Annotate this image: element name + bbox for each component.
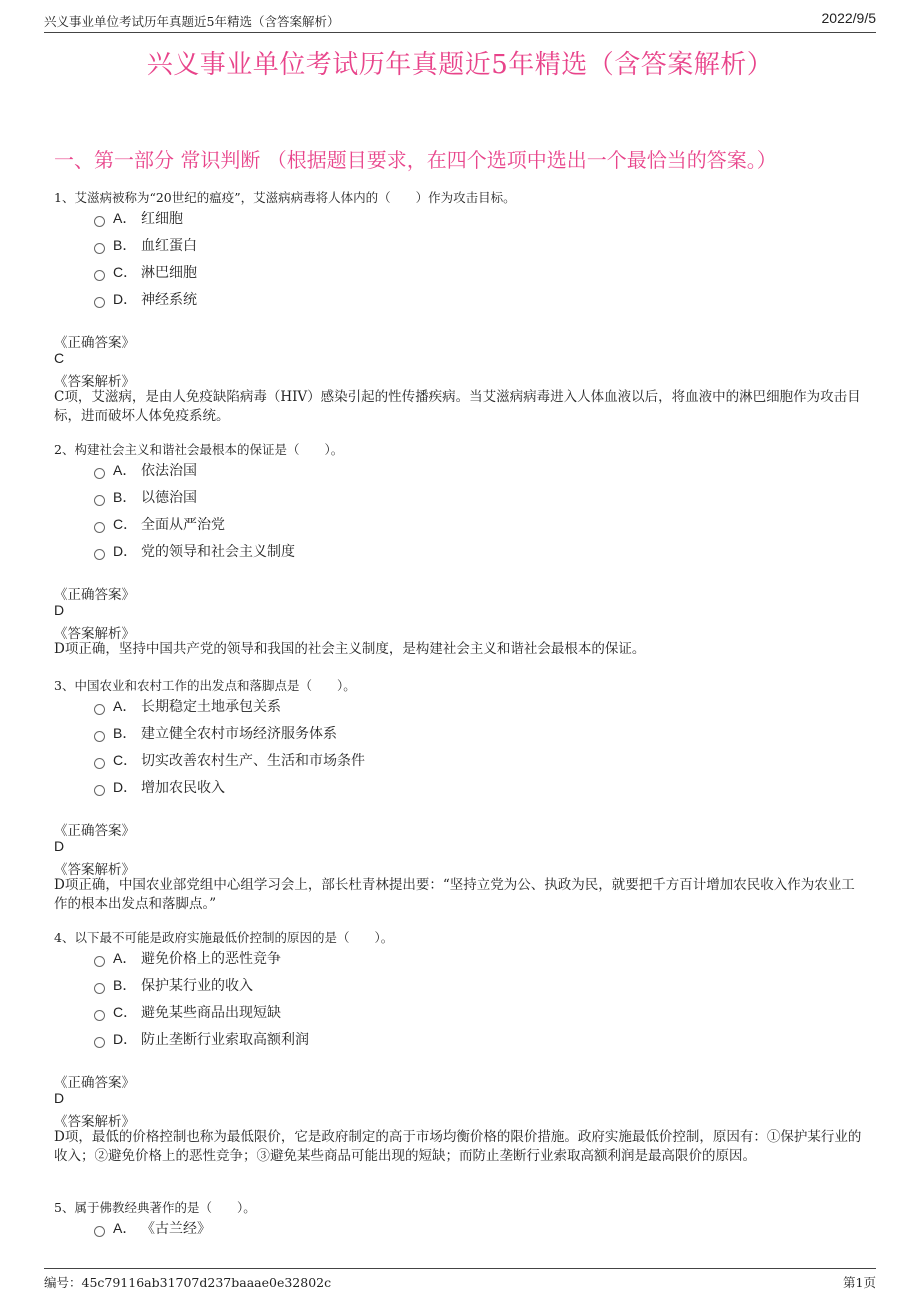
correct-answer: D xyxy=(54,602,65,618)
header-date: 2022/9/5 xyxy=(821,10,876,26)
option-text: 党的领导和社会主义制度 xyxy=(141,544,295,560)
radio-icon[interactable] xyxy=(94,270,105,281)
option-item[interactable]: C． 淋巴细胞 xyxy=(94,262,197,282)
option-text: 保护某行业的收入 xyxy=(141,978,253,994)
radio-icon[interactable] xyxy=(94,785,105,796)
correct-answer-label: 《正确答案》 xyxy=(54,587,135,603)
page-number: 第1页 xyxy=(843,1275,876,1290)
page-title: 兴义事业单位考试历年真题近5年精选（含答案解析） xyxy=(146,50,774,80)
correct-answer: C xyxy=(54,350,65,366)
option-text: 《古兰经》 xyxy=(141,1221,211,1237)
option-text: 切实改善农村生产、生活和市场条件 xyxy=(141,753,365,769)
option-text: 以德治国 xyxy=(141,490,197,506)
question-stem: 5、属于佛教经典著作的是（ ）。 xyxy=(54,1200,256,1215)
analysis-text: D项正确，坚持中国共产党的领导和我国的社会主义制度，是构建社会主义和谐社会最根本的保证。 xyxy=(54,641,646,657)
radio-icon[interactable] xyxy=(94,731,105,742)
option-item[interactable]: B． 保护某行业的收入 xyxy=(94,975,253,995)
option-item[interactable]: B． 建立健全农村市场经济服务体系 xyxy=(94,723,337,743)
option-item[interactable]: B． 血红蛋白 xyxy=(94,235,197,255)
radio-icon[interactable] xyxy=(94,297,105,308)
option-item[interactable]: D． 增加农民收入 xyxy=(94,777,225,797)
radio-icon[interactable] xyxy=(94,495,105,506)
option-text: 建立健全农村市场经济服务体系 xyxy=(141,726,337,742)
correct-answer: D xyxy=(54,1090,65,1106)
option-text: 红细胞 xyxy=(141,211,183,227)
option-item[interactable]: A． 依法治国 xyxy=(94,460,197,480)
option-text: 全面从严治党 xyxy=(141,517,225,533)
option-item[interactable]: D． 神经系统 xyxy=(94,289,197,309)
option-text: 神经系统 xyxy=(141,292,197,308)
option-item[interactable]: A． 避免价格上的恶性竞争 xyxy=(94,948,281,968)
option-item[interactable]: B． 以德治国 xyxy=(94,487,197,507)
option-item[interactable]: A． 长期稳定土地承包关系 xyxy=(94,696,281,716)
header-doc-title: 兴义事业单位考试历年真题近5年精选（含答案解析） xyxy=(44,14,340,29)
section-heading: 一、第一部分 常识判断 （根据题目要求，在四个选项中选出一个最恰当的答案。） xyxy=(54,148,777,172)
question-stem: 2、构建社会主义和谐社会最根本的保证是（ ）。 xyxy=(54,442,344,457)
radio-icon[interactable] xyxy=(94,1010,105,1021)
document-id: 编号：45c79116ab31707d237baaae0e32802c xyxy=(44,1275,332,1290)
radio-icon[interactable] xyxy=(94,216,105,227)
correct-answer: D xyxy=(54,838,65,854)
option-item[interactable]: D． 党的领导和社会主义制度 xyxy=(94,541,295,561)
option-text: 淋巴细胞 xyxy=(141,265,197,281)
question-stem: 4、以下最不可能是政府实施最低价控制的原因的是（ ）。 xyxy=(54,930,394,945)
page-footer xyxy=(44,1268,876,1293)
correct-answer-label: 《正确答案》 xyxy=(54,1075,135,1091)
analysis-label: 《答案解析》 xyxy=(54,626,135,642)
analysis-label: 《答案解析》 xyxy=(54,374,135,390)
option-text: 长期稳定土地承包关系 xyxy=(141,699,281,715)
option-text: 依法治国 xyxy=(141,463,197,479)
analysis-label: 《答案解析》 xyxy=(54,1114,135,1130)
option-text: 避免某些商品出现短缺 xyxy=(141,1005,281,1021)
radio-icon[interactable] xyxy=(94,758,105,769)
radio-icon[interactable] xyxy=(94,704,105,715)
option-item[interactable]: A． 红细胞 xyxy=(94,208,183,228)
page-header xyxy=(44,10,876,33)
analysis-text: D项正确，中国农业部党组中心组学习会上，部长杜青林提出要：“坚持立党为公、执政为民，就要把千方百计增加农民收入作为农业工作的根本出发点和落脚点。” xyxy=(54,877,855,912)
option-item[interactable]: C． 全面从严治党 xyxy=(94,514,225,534)
option-item[interactable]: A． 《古兰经》 xyxy=(94,1218,211,1238)
question-stem: 1、艾滋病被称为“20世纪的瘟疫”，艾滋病病毒将人体内的（ ）作为攻击目标。 xyxy=(54,190,516,205)
analysis-label: 《答案解析》 xyxy=(54,862,135,878)
radio-icon[interactable] xyxy=(94,522,105,533)
radio-icon[interactable] xyxy=(94,956,105,967)
radio-icon[interactable] xyxy=(94,1037,105,1048)
correct-answer-label: 《正确答案》 xyxy=(54,823,135,839)
option-item[interactable]: C． 避免某些商品出现短缺 xyxy=(94,1002,281,1022)
option-item[interactable]: C． 切实改善农村生产、生活和市场条件 xyxy=(94,750,365,770)
option-text: 血红蛋白 xyxy=(141,238,197,254)
radio-icon[interactable] xyxy=(94,983,105,994)
radio-icon[interactable] xyxy=(94,243,105,254)
analysis-text: D项，最低的价格控制也称为最低限价，它是政府制定的高于市场均衡价格的限价措施。政府实施最低价控制，原因有：①保护某行业的收入；②避免价格上的恶性竞争；③避免某些商品可能出现的短缺；而防止垄断行业索取高额利润是最高限价的原因。 xyxy=(54,1129,862,1164)
correct-answer-label: 《正确答案》 xyxy=(54,335,135,351)
option-text: 避免价格上的恶性竞争 xyxy=(141,951,281,967)
radio-icon[interactable] xyxy=(94,468,105,479)
option-text: 防止垄断行业索取高额利润 xyxy=(141,1032,309,1048)
option-item[interactable]: D． 防止垄断行业索取高额利润 xyxy=(94,1029,309,1049)
question-stem: 3、中国农业和农村工作的出发点和落脚点是（ ）。 xyxy=(54,678,356,693)
radio-icon[interactable] xyxy=(94,1226,105,1237)
radio-icon[interactable] xyxy=(94,549,105,560)
option-text: 增加农民收入 xyxy=(141,780,225,796)
analysis-text: C项，艾滋病，是由人免疫缺陷病毒（HIV）感染引起的性传播疾病。当艾滋病病毒进入人体血液以后，将血液中的淋巴细胞作为攻击目标，进而破坏人体免疫系统。 xyxy=(54,389,861,424)
